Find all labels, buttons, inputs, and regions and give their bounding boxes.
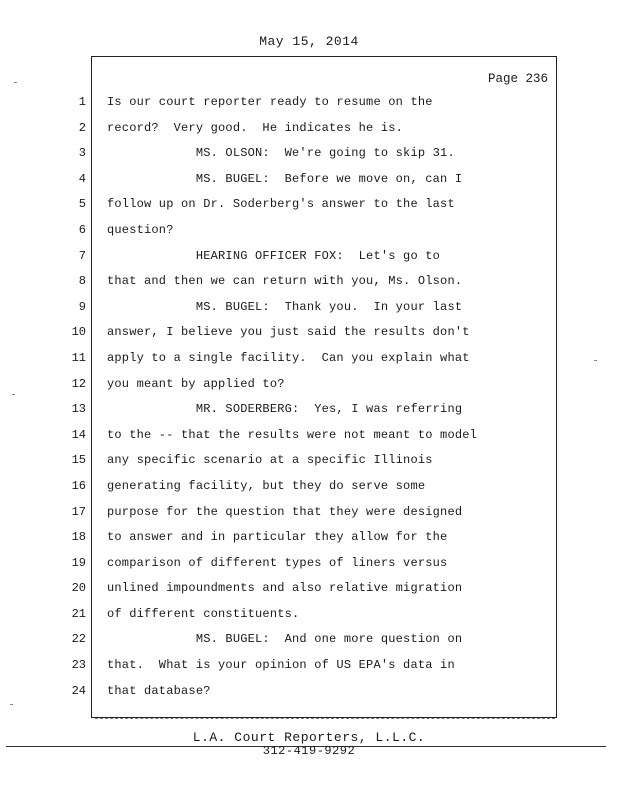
line-number: 24 (71, 683, 86, 698)
line-number: 6 (78, 222, 86, 237)
line-number: 9 (78, 299, 86, 314)
line-number: 22 (71, 632, 86, 647)
line-number: 12 (71, 376, 86, 391)
transcript-line: unlined impoundments and also relative migration (107, 581, 463, 596)
transcript-body (107, 94, 547, 708)
transcript-line: Is our court reporter ready to resume on the (107, 95, 433, 109)
transcript-line: MS. BUGEL: And one more question on (107, 632, 463, 647)
transcript-line: that database? (107, 683, 211, 698)
line-number: 20 (71, 581, 86, 596)
scan-speck (14, 82, 17, 83)
line-number: 14 (71, 427, 86, 442)
transcript-line: purpose for the question that they were designed (107, 504, 463, 519)
line-number: 8 (78, 274, 86, 289)
court-reporter-phone: 312-419-9292 (262, 744, 356, 758)
line-number: 15 (71, 453, 86, 468)
line-number: 23 (71, 658, 86, 673)
transcript-line: apply to a single facility. Can you explain what (107, 350, 470, 365)
transcript-line: any specific scenario at a specific Illinois (107, 453, 433, 468)
transcript-line: to the -- that the results were not meant to model (107, 427, 478, 442)
transcript-line: follow up on Dr. Soderberg's answer to the last (107, 197, 455, 212)
scan-speck (594, 360, 597, 361)
page-bottom-rule (95, 718, 555, 719)
line-number: 2 (78, 120, 86, 135)
line-number: 5 (78, 197, 86, 212)
line-number: 17 (71, 504, 86, 519)
line-number: 11 (71, 350, 86, 365)
line-number: 21 (71, 606, 86, 621)
transcript-line: you meant by applied to? (107, 376, 285, 391)
line-number: 13 (71, 402, 86, 417)
line-number: 18 (71, 530, 86, 545)
transcript-line: to answer and in particular they allow for the (107, 530, 448, 545)
transcript-line: question? (107, 222, 174, 237)
line-number: 16 (71, 478, 86, 493)
page-number: Page 236 (487, 72, 548, 86)
transcript-line: that. What is your opinion of US EPA's data in (107, 658, 455, 673)
transcript-line: of different constituents. (107, 606, 300, 621)
court-reporter-company: L.A. Court Reporters, L.L.C. (192, 730, 426, 745)
scan-speck (12, 394, 15, 395)
transcript-line: answer, I believe you just said the results don't (107, 325, 470, 340)
line-number-column (60, 94, 86, 708)
line-number: 7 (78, 248, 86, 263)
line-number: 19 (71, 555, 86, 570)
transcript-date: May 15, 2014 (259, 34, 359, 49)
transcript-line: HEARING OFFICER FOX: Let's go to (107, 248, 441, 263)
transcript-line: that and then we can return with you, Ms. Olson. (107, 274, 463, 289)
line-number: 10 (71, 325, 86, 340)
transcript-line: MS. BUGEL: Before we move on, can I (107, 171, 463, 186)
scan-speck (10, 704, 13, 705)
transcript-line: MS. BUGEL: Thank you. In your last (107, 299, 463, 314)
line-number: 1 (78, 95, 86, 109)
transcript-line: MS. OLSON: We're going to skip 31. (107, 146, 455, 161)
transcript-line: generating facility, but they do serve some (107, 478, 426, 493)
transcript-line: comparison of different types of liners versus (107, 555, 448, 570)
transcript-line: record? Very good. He indicates he is. (107, 120, 404, 135)
transcript-line: MR. SODERBERG: Yes, I was referring (107, 402, 463, 417)
line-number: 3 (78, 146, 86, 161)
line-number: 4 (78, 171, 86, 186)
